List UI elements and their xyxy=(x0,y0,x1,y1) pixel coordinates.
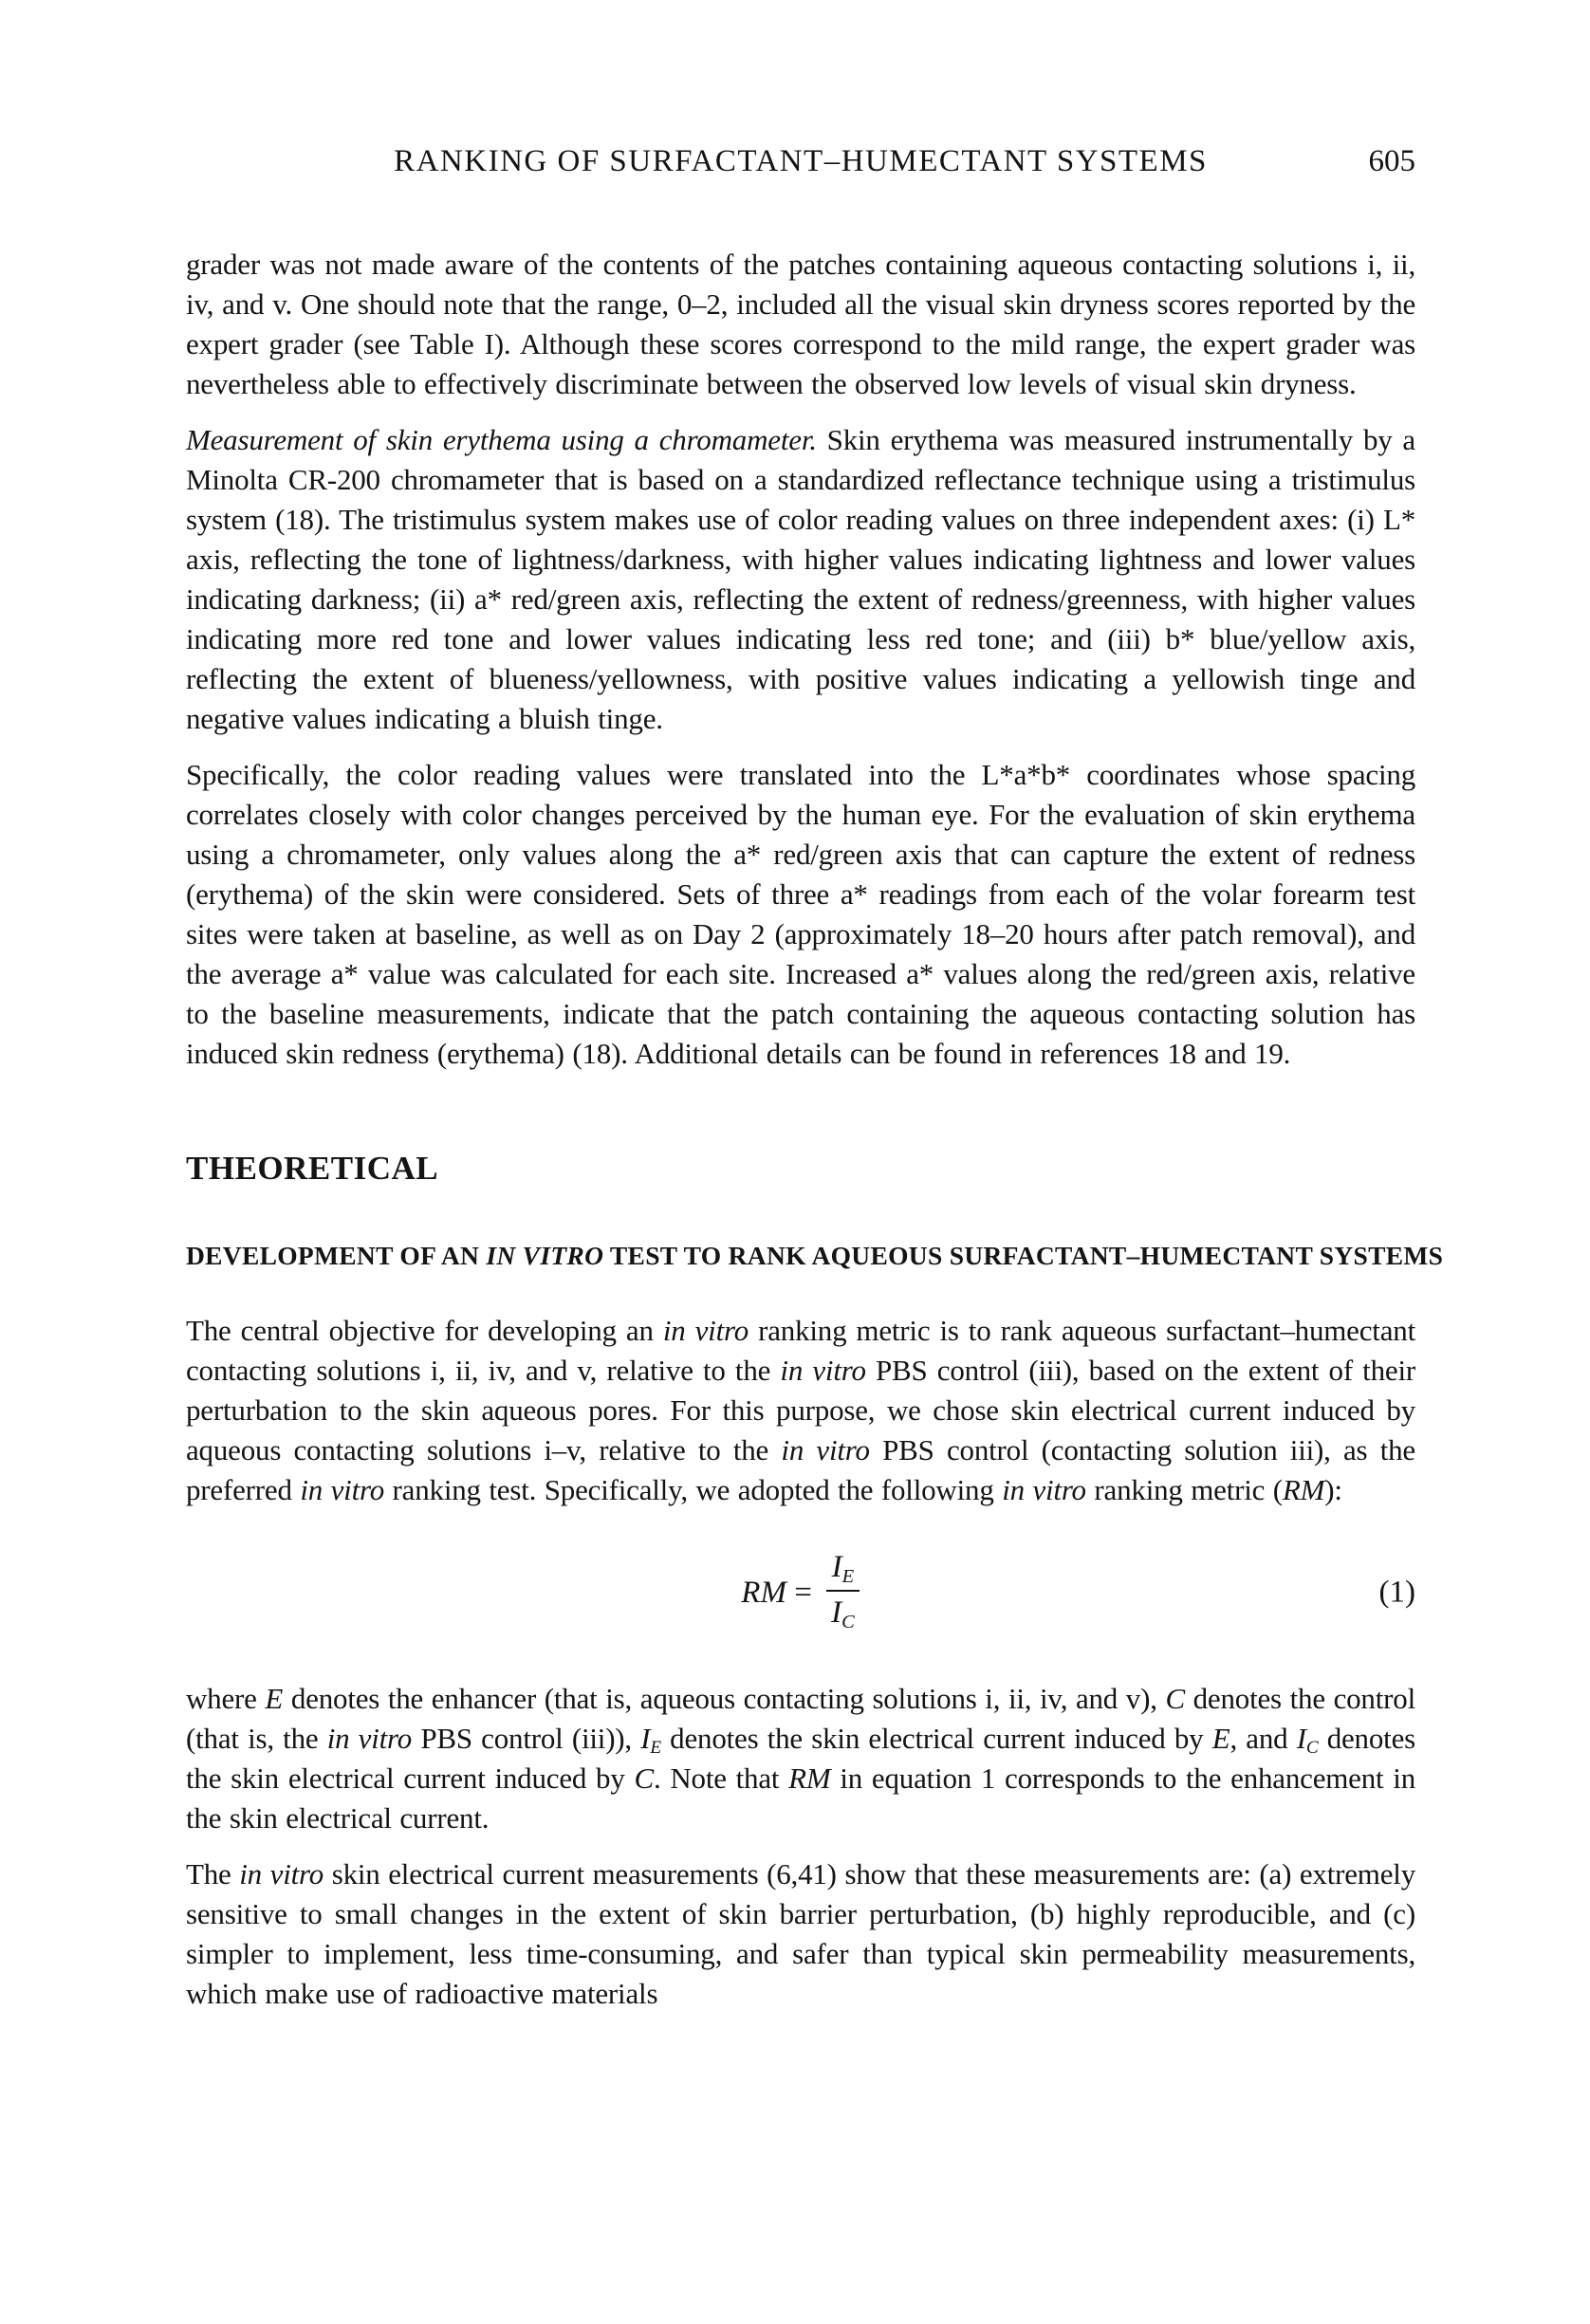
paragraph-lab-coordinates: Specifically, the color reading values were translated into the L*a*b* coordinates whose spacing correlates closely with color changes perceived by the human eye. For the evaluation of skin erythema using a chromameter, only values along the a* red/green axis that can capture the extent of redness (erythema) of the skin were considered. Sets of three a* readings from each of the volar forearm test sites were taken at baseline, as well as on Day 2 (approximately 18–20 hours after patch removal), and the average a* value was calculated for each site. Increased a* values along the red/green axis, relative to the baseline measurements, indicate that the patch containing the aqueous contacting solution has induced skin redness (erythema) (18). Additional details can be found in references 18 and 19. xyxy=(186,758,1415,1070)
text-column xyxy=(186,140,1444,2030)
paragraph-measurement-advantages: The in vitro skin electrical current measurements (6,41) show that these measurements are: (a) extremely sensitive to small changes in the extent of skin barrier perturbation, (b) highly reproducible, and (c) simpler to implement, less time-consuming, and safer than typical skin permeability measurements, which make use of radioactive materials xyxy=(186,1857,1415,2010)
paragraph-central-objective: The central objective for developing an in vitro ranking metric is to rank aqueous surfactant–humectant contacting solutions i, ii, iv, and v, relative to the in vitro PBS control (iii), based on the extent of their perturbation to the skin aqueous pores. For this purpose, we chose skin electrical current induced by aqueous contacting solutions i–v, relative to the in vitro PBS control (contacting solution iii), as the preferred in vitro ranking test. Specifically, we adopted the following in vitro ranking metric (RM): xyxy=(186,1314,1415,1506)
subsection-heading-development: DEVELOPMENT OF AN IN VITRO TEST TO RANK AQUEOUS SURFACTANT–HUMECTANT SYSTEMS xyxy=(186,1241,1444,1270)
running-head xyxy=(186,140,1415,182)
paragraph-where-definitions: where E denotes the enhancer (that is, aqueous contacting solutions i, ii, iv, and v), C denotes the control (that is, the in vitro PBS control (iii)), $I_E$ denotes the skin electrical current induced by E, and $I_C$ denotes the skin electrical current induced by C. Note that RM in equation 1 corresponds to the enhancement in the skin electrical current. xyxy=(186,1682,1416,1835)
section-heading-theoretical: THEORETICAL xyxy=(186,1150,439,1187)
equation-1-row xyxy=(186,1535,1415,1651)
paragraph-chromameter-measurement: Measurement of skin erythema using a chromameter. Skin erythema was measured instrumentally by a Minolta CR-200 chromameter that is based on a standardized reflectance technique using a tristimulus system (18). The tristimulus system makes use of color reading values on three independent axes: (i) L* axis, reflecting the tone of lightness/darkness, with higher values indicating lightness and lower values indicating darkness; (ii) a* red/green axis, reflecting the extent of redness/greenness, with higher values indicating more red tone and lower values indicating less red tone; and (iii) b* blue/yellow axis, reflecting the extent of blueness/yellowness, with positive values indicating a yellowish tinge and negative values indicating a bluish tinge. xyxy=(186,423,1415,735)
equation-denominator: $I_C$ xyxy=(831,1595,855,1632)
equation-fraction xyxy=(825,1550,860,1635)
equation-numerator: $I_E$ xyxy=(826,1550,860,1592)
running-head-title: RANKING OF SURFACTANT–HUMECTANT SYSTEMS xyxy=(394,144,1208,178)
paragraph-grader-continuation: grader was not made aware of the contents of the patches containing aqueous contacting solutions i, ii, iv, and v. One should note that the range, 0–2, included all the visual skin dryness scores reported by the expert grader (see Table I). Although these scores correspond to the mild range, the expert grader was nevertheless able to effectively discriminate between the observed low levels of visual skin dryness. xyxy=(186,248,1415,400)
equation-1 xyxy=(186,1535,1415,1651)
equation-number: (1) xyxy=(1378,1575,1415,1610)
equation-lhs: RM = xyxy=(741,1575,821,1610)
page-number: 605 xyxy=(1368,144,1415,178)
